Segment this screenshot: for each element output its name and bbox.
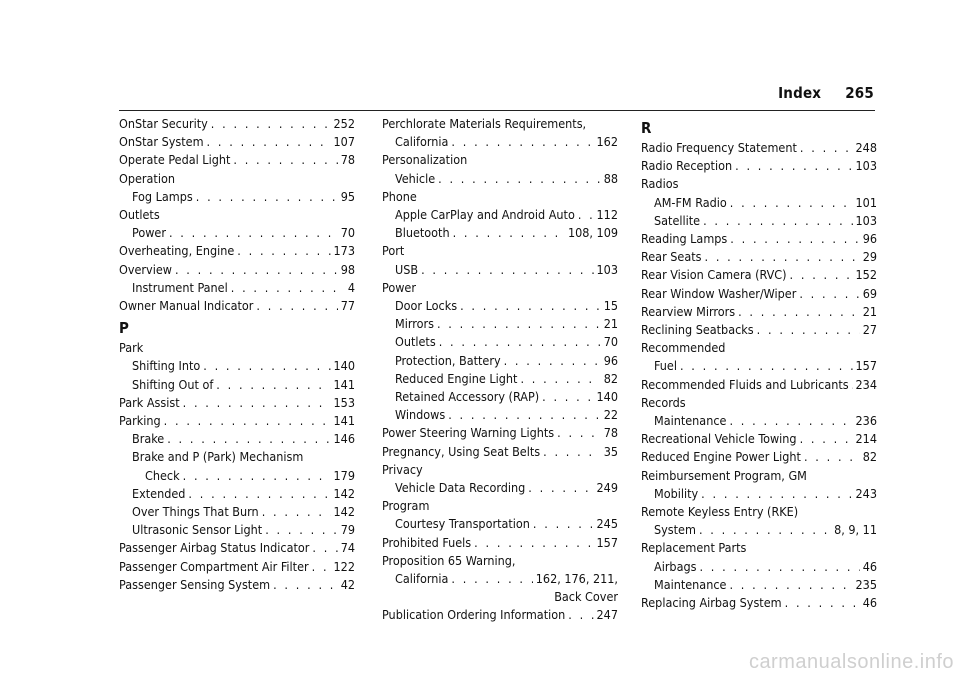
index-subentry: Reduced Engine Light . . . 82: [382, 370, 618, 388]
index-letter-heading: R: [641, 119, 652, 137]
index-entry: Rearview Mirrors . . . 21: [641, 303, 877, 321]
page-number: 265: [845, 84, 874, 102]
index-subentry: Courtesy Transportation . . . 245: [382, 515, 618, 533]
index-entry: Port: [382, 243, 405, 259]
index-subentry: Shifting Out of . . . 141: [119, 376, 355, 394]
index-subentry: Windows . . . 22: [382, 406, 618, 424]
header-rule: [119, 110, 875, 111]
index-subentry: Brake . . . 146: [119, 430, 355, 448]
index-entry: Program: [382, 498, 430, 514]
index-entry: Recommended: [641, 340, 726, 356]
index-entry: Replacement Parts: [641, 540, 747, 556]
index-entry: Power: [382, 279, 416, 295]
index-entry: Privacy: [382, 461, 423, 477]
index-subentry: Check . . . 179: [119, 467, 355, 485]
index-entry: Passenger Compartment Air Filter . . . 122: [119, 558, 355, 576]
page-header: [754, 84, 874, 102]
index-column-1: [119, 115, 355, 594]
index-entry: Operate Pedal Light . . . 78: [119, 151, 355, 169]
index-entry: Recommended Fluids and Lubricants . . . 234: [641, 376, 877, 394]
index-entry: Rear Vision Camera (RVC) . . . 152: [641, 266, 877, 284]
index-subentry: Mirrors . . . 21: [382, 315, 618, 333]
index-entry: Records: [641, 394, 686, 410]
index-subentry: Door Locks . . . 15: [382, 297, 618, 315]
index-subentry: USB . . . 103: [382, 261, 618, 279]
index-subentry: Maintenance . . . 235: [641, 576, 877, 594]
index-subentry: Fog Lamps . . . 95: [119, 188, 355, 206]
index-column-2: [382, 115, 618, 625]
index-entry: Park Assist . . . 153: [119, 394, 355, 412]
index-letter-heading: P: [119, 319, 129, 338]
index-column-3: [641, 115, 877, 612]
index-subentry: Protection, Battery . . . 96: [382, 352, 618, 370]
index-entry: Remote Keyless Entry (RKE): [641, 504, 799, 520]
index-entry: Perchlorate Materials Requirements,: [382, 116, 587, 131]
section-title: Index: [778, 84, 822, 102]
index-entry: Passenger Sensing System . . . 42: [119, 576, 355, 594]
index-entry: Replacing Airbag System . . . 46: [641, 594, 877, 612]
index-entry: Rear Window Washer/Wiper . . . 69: [641, 285, 877, 303]
index-subentry: Brake and P (Park) Mechanism: [132, 449, 304, 465]
index-entry: Passenger Airbag Status Indicator . . . 74: [119, 539, 355, 557]
index-subentry: Fuel . . . 157: [641, 357, 877, 375]
index-subentry: System . . . 8, 9, 11: [641, 521, 877, 539]
index-entry: Operation: [119, 170, 175, 186]
index-subentry: Power . . . 70: [119, 224, 355, 242]
index-subentry: Vehicle . . . 88: [382, 170, 618, 188]
index-subentry: Mobility . . . 243: [641, 485, 877, 503]
index-entry: Rear Seats . . . 29: [641, 248, 877, 266]
index-subentry: Maintenance . . . 236: [641, 412, 877, 430]
index-entry: Radio Frequency Statement . . . 248: [641, 139, 877, 157]
index-subentry: Bluetooth . . . 108, 109: [382, 224, 618, 242]
index-subentry: Extended . . . 142: [119, 485, 355, 503]
index-subentry: Over Things That Burn . . . 142: [119, 503, 355, 521]
index-entry: Radios: [641, 176, 679, 192]
index-subentry: Apple CarPlay and Android Auto . . . 112: [382, 206, 618, 224]
index-entry: Overheating, Engine . . . 173: [119, 242, 355, 260]
index-subentry: Outlets . . . 70: [382, 333, 618, 351]
index-subentry: Airbags . . . 46: [641, 558, 877, 576]
watermark: carmanualsonline.info: [748, 651, 954, 673]
index-subentry: Vehicle Data Recording . . . 249: [382, 479, 618, 497]
index-entry: Radio Reception . . . 103: [641, 157, 877, 175]
index-entry: Reimbursement Program, GM: [641, 467, 807, 483]
index-entry: Park: [119, 340, 144, 356]
index-entry: OnStar Security . . . 252: [119, 115, 355, 133]
index-subentry: Ultrasonic Sensor Light . . . 79: [119, 521, 355, 539]
index-entry: Proposition 65 Warning,: [382, 552, 516, 568]
index-entry: Reclining Seatbacks . . . 27: [641, 321, 877, 339]
index-continuation: Back Cover: [554, 589, 618, 605]
index-entry: Recreational Vehicle Towing . . . 214: [641, 430, 877, 448]
index-entry: Publication Ordering Information . . . 247: [382, 606, 618, 624]
index-subentry: Instrument Panel . . . 4: [119, 279, 355, 297]
index-subentry: California . . . 162: [382, 133, 618, 151]
index-subentry: Retained Accessory (RAP) . . . 140: [382, 388, 618, 406]
index-entry: Pregnancy, Using Seat Belts . . . 35: [382, 443, 618, 461]
index-entry: Reading Lamps . . . 96: [641, 230, 877, 248]
index-entry: Overview . . . 98: [119, 261, 355, 279]
index-entry: Outlets: [119, 207, 160, 223]
index-entry: Owner Manual Indicator . . . 77: [119, 297, 355, 315]
index-subentry: California . . . 162, 176, 211,: [382, 570, 618, 588]
index-entry: Prohibited Fuels . . . 157: [382, 534, 618, 552]
index-entry: Power Steering Warning Lights . . . 78: [382, 424, 618, 442]
index-subentry: Satellite . . . 103: [641, 212, 877, 230]
index-subentry: AM-FM Radio . . . 101: [641, 194, 877, 212]
index-entry: Phone: [382, 188, 417, 204]
index-entry: OnStar System . . . 107: [119, 133, 355, 151]
index-entry: Parking . . . 141: [119, 412, 355, 430]
index-entry: Personalization: [382, 152, 468, 168]
index-subentry: Shifting Into . . . 140: [119, 357, 355, 375]
index-entry: Reduced Engine Power Light . . . 82: [641, 448, 877, 466]
